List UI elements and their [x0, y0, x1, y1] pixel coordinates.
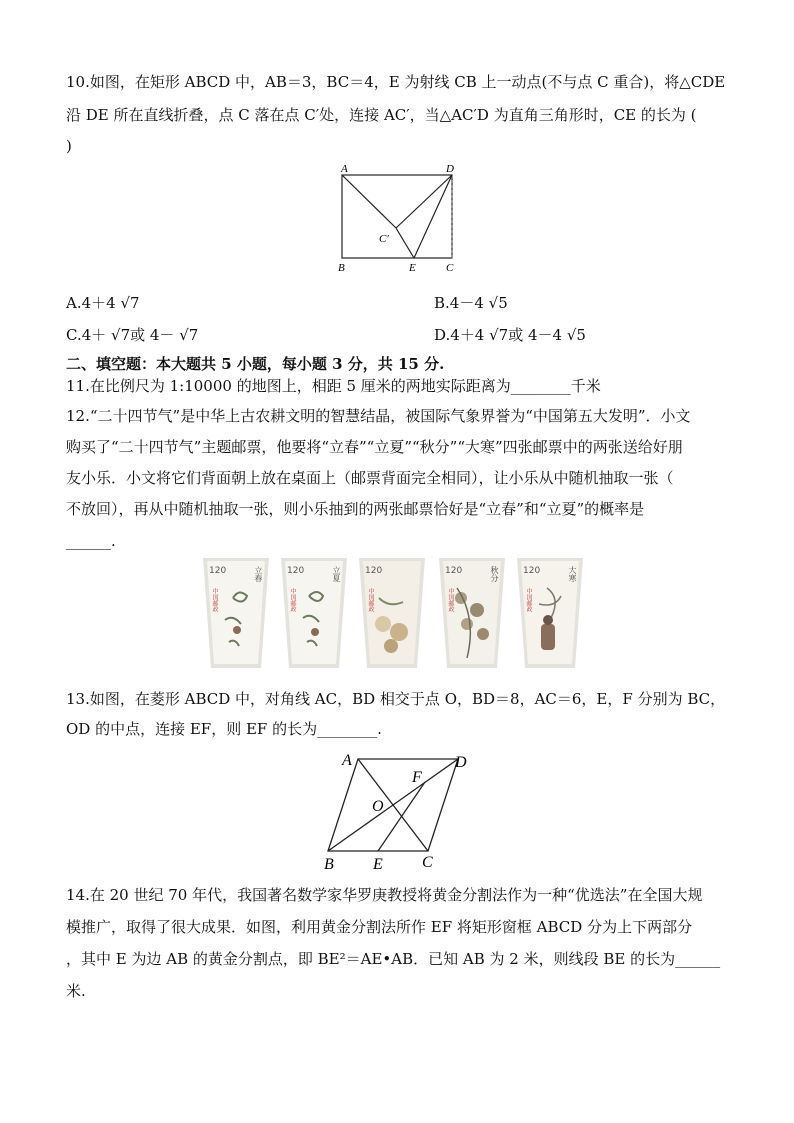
q10-line-1: 10.如图，在矩形 ABCD 中，AB＝3，BC＝4，E 为射线 CB 上一动点(不与点 C 重合)，将△CDE	[66, 73, 726, 91]
stamp-name: 立夏	[332, 566, 341, 582]
label-d: D	[455, 754, 467, 771]
stamp-country: 中国邮政	[289, 588, 296, 612]
segment-dc-prime	[396, 175, 452, 228]
label-e: E	[373, 856, 383, 873]
label-c-prime: C′	[379, 233, 389, 245]
stamp-name: 大寒	[568, 566, 577, 582]
stamp-country: 中国邮政	[525, 588, 532, 612]
stamp-lixia	[281, 558, 347, 668]
label-c: C	[446, 262, 454, 274]
q12-line-2: 购买了“二十四节气”主题邮票，他要将“立春”“立夏”“秋分”“大寒”四张邮票中的两张送给好朋	[66, 438, 683, 456]
q10-option-a: A.4＋4 √7	[66, 294, 140, 312]
q14-line-3: ，其中 E 为边 AB 的黄金分割点，即 BE²＝AE•AB．已知 AB 为 2 米，则线段 BE 的长为______	[66, 950, 721, 968]
q10-option-b: B.4－4 √5	[434, 294, 508, 312]
stamp-country: 中国邮政	[211, 588, 218, 612]
q10-option-d: D.4＋4 √7或 4－4 √5	[434, 326, 586, 344]
stamp-value: 120	[523, 566, 541, 576]
label-o: O	[372, 798, 384, 815]
stamp-images	[203, 558, 583, 673]
stamp-country: 中国邮政	[447, 588, 454, 612]
segment-ac-prime	[342, 175, 396, 228]
q12-line-3: 友小乐．小文将它们背面朝上放在桌面上（邮票背面完全相同），让小乐从中随机抽取一张（	[66, 469, 674, 487]
segment-de	[414, 175, 452, 258]
q10-line-3: )	[66, 137, 72, 155]
stamp-flowers	[359, 558, 425, 668]
diagonal-bd	[328, 759, 458, 851]
q13-line-2: OD 的中点，连接 EF，则 EF 的长为________.	[66, 720, 382, 738]
stamp-value: 120	[287, 566, 305, 576]
stamp-lichun	[203, 558, 269, 668]
label-b: B	[324, 856, 334, 873]
stamp-name: 立春	[254, 566, 263, 582]
q13-line-1: 13.如图，在菱形 ABCD 中，对角线 AC，BD 相交于点 O，BD＝8，AC＝6，E，F 分别为 BC，	[66, 690, 726, 708]
q10-option-c: C.4＋ √7或 4－ √7	[66, 326, 199, 344]
q14-line-4: 米.	[66, 982, 86, 1000]
label-a: A	[342, 752, 352, 769]
segment-c-prime-e	[396, 228, 414, 258]
label-f: F	[412, 769, 422, 786]
label-b: B	[338, 262, 345, 274]
q14-line-2: 模推广，取得了很大成果．如图，利用黄金分割法所作 EF 将矩形窗框 ABCD 分为上下两部分	[66, 918, 693, 936]
section-2-heading: 二、填空题：本大题共 5 小题，每小题 3 分，共 15 分.	[66, 355, 445, 373]
label-e: E	[409, 262, 416, 274]
q12-line-1: 12.“二十四节气”是中华上古农耕文明的智慧结晶，被国际气象界誉为“中国第五大发明”．小文	[66, 407, 691, 425]
stamp-value: 120	[209, 566, 227, 576]
rect-abcd	[342, 175, 452, 258]
q10-line-2: 沿 DE 所在直线折叠，点 C 落在点 C′处，连接 AC′，当△AC′D 为直角三角形时，CE 的长为 (	[66, 106, 697, 124]
q11-text: 11.在比例尺为 1:10000 的地图上，相距 5 厘米的两地实际距离为________千米	[66, 377, 601, 395]
q12-line-5: ______.	[66, 532, 116, 550]
label-c: C	[422, 854, 433, 871]
stamp-qiufen	[439, 558, 505, 668]
q13-rhombus-figure	[318, 745, 478, 873]
q10-rectangle-figure	[330, 160, 470, 278]
label-a: A	[341, 163, 348, 175]
stamp-name: 秋分	[490, 566, 499, 582]
q14-line-1: 14.在 20 世纪 70 年代，我国著名数学家华罗庚教授将黄金分割法作为一种“优选法”在全国大规	[66, 886, 703, 904]
q12-line-4: 不放回），再从中随机抽取一张，则小乐抽到的两张邮票恰好是“立春”和“立夏”的概率是	[66, 500, 645, 518]
stamp-country: 中国邮政	[367, 588, 374, 612]
stamp-dahan	[517, 558, 583, 668]
segment-ef	[378, 782, 425, 851]
stamp-value: 120	[445, 566, 463, 576]
label-d: D	[446, 163, 454, 175]
stamp-value: 120	[365, 566, 383, 576]
